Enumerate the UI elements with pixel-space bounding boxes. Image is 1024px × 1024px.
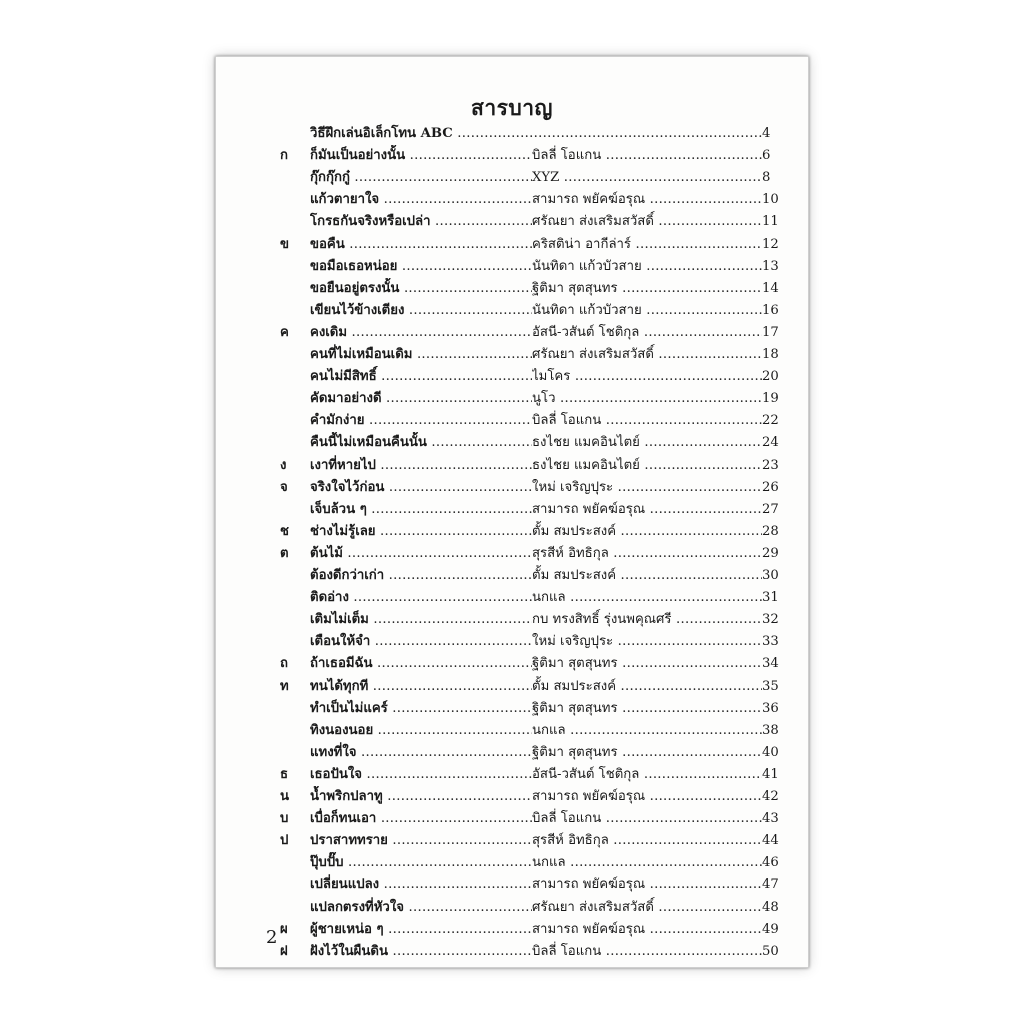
toc-artist: สามารถ พยัคฆ์อรุณ ..... — [532, 189, 762, 211]
toc-page-number: 6 — [762, 148, 771, 164]
toc-page-number: 4 — [762, 126, 771, 141]
toc-song-title: กุ๊กกุ๊กกู๋ ..... — [310, 167, 532, 189]
toc-row — [216, 587, 808, 609]
toc-song-title: เธอปันใจ ..... — [310, 764, 532, 786]
toc-page-number: 30 — [762, 568, 779, 583]
toc-row — [216, 322, 808, 344]
toc-artist: ธงไชย แมคอินไตย์ ..... — [532, 432, 762, 454]
page-number: 2 — [266, 927, 278, 948]
toc-artist: นันทิดา แก้วบัวสาย ..... — [532, 256, 762, 278]
toc-letter: น — [280, 789, 290, 804]
toc-page-number: 29 — [762, 545, 779, 561]
book-page — [215, 56, 809, 968]
toc-page-number: 16 — [762, 302, 779, 318]
toc-artist: อัสนี-วสันต์ โชติกุล ..... — [532, 322, 762, 344]
toc-artist: ไมโคร ..... — [532, 366, 762, 388]
toc-artist: ใหม่ เจริญปุระ ..... — [532, 631, 762, 653]
toc-artist: XYZ ..... — [532, 167, 762, 189]
toc-song-title: ขอมือเธอหน่อย ..... — [310, 256, 532, 278]
toc-song-title: เขียนไว้ข้างเตียง ..... — [310, 300, 532, 322]
toc-page-number: 24 — [762, 435, 779, 451]
toc-page-number: 32 — [762, 612, 779, 628]
toc-artist: บิลลี่ โอแกน ..... — [532, 941, 762, 963]
toc-song-title: ต้องดีกว่าเก่า ..... — [310, 565, 532, 587]
toc-artist: สามารถ พยัคฆ์อรุณ ..... — [532, 499, 762, 521]
toc-row — [216, 543, 808, 565]
toc-song-title: ต้นไม้ ..... — [310, 543, 532, 565]
toc-row — [216, 455, 808, 477]
toc-artist: บิลลี่ โอแกน ..... — [532, 410, 762, 432]
toc-row — [216, 830, 808, 852]
toc-letter: ถ — [280, 656, 288, 672]
toc-page-number: 42 — [762, 789, 779, 804]
toc-page-number: 49 — [762, 921, 779, 937]
toc-song-title: เปลี่ยนแปลง ..... — [310, 874, 532, 896]
toc-artist: สามารถ พยัคฆ์อรุณ ..... — [532, 919, 762, 941]
toc-artist: ใหม่ เจริญปุระ ..... — [532, 477, 762, 499]
toc-artist: ฐิติมา สุตสุนทร ..... — [532, 653, 762, 675]
toc-page-number: 38 — [762, 722, 779, 738]
toc-song-title: เบื่อก็ทนเอา ..... — [310, 808, 532, 830]
toc-letter: ข — [280, 236, 290, 252]
toc-song-title: ทิงนองนอย ..... — [310, 720, 532, 742]
toc-letter: ธ — [280, 766, 289, 782]
toc-letter: ง — [280, 457, 287, 473]
toc-artist: ศรัณยา ส่งเสริมสวัสดิ์ ..... — [532, 211, 762, 233]
toc-row — [216, 256, 808, 278]
toc-row — [216, 919, 808, 941]
toc-row — [216, 609, 808, 631]
toc-row — [216, 189, 808, 211]
toc-row — [216, 432, 808, 454]
toc-song-title: คนไม่มีสิทธิ์ ..... — [310, 366, 532, 388]
toc-artist: ศรัณยา ส่งเสริมสวัสดิ์ ..... — [532, 344, 762, 366]
toc-song-title: วิธีฝึกเล่นอิเล็กโทน ABC ..... — [310, 123, 762, 145]
toc-song-title: ปราสาททราย ..... — [310, 830, 532, 852]
toc-song-title: แทงที่ใจ ..... — [310, 742, 532, 764]
toc-song-title: แก้วตายาใจ ..... — [310, 189, 532, 211]
toc-song-title: เงาที่หายไป ..... — [310, 455, 532, 477]
toc-row — [216, 211, 808, 233]
toc-page-number: 12 — [762, 236, 779, 252]
toc-artist: สุรสีห์ อิทธิกุล ..... — [532, 543, 762, 565]
toc-page-number: 36 — [762, 700, 779, 716]
toc-row — [216, 676, 808, 698]
toc-song-title: ถ้าเธอมีฉัน ..... — [310, 653, 532, 675]
toc-artist: กบ ทรงสิทธิ์ รุ่งนพคุณศรี ..... — [532, 609, 762, 631]
toc-page-number: 33 — [762, 634, 779, 650]
toc-letter: ต — [280, 545, 289, 561]
toc-song-title: เติมไม่เต็ม ..... — [310, 609, 532, 631]
toc-page-number: 18 — [762, 347, 779, 362]
toc-page-number: 14 — [762, 280, 779, 296]
toc-row — [216, 145, 808, 167]
toc-page-number: 43 — [762, 811, 779, 827]
toc-artist: นันทิดา แก้วบัวสาย ..... — [532, 300, 762, 322]
toc-row — [216, 786, 808, 808]
toc-song-title: แปลกตรงที่หัวใจ ..... — [310, 897, 532, 919]
toc-row — [216, 941, 808, 963]
toc-row — [216, 477, 808, 499]
toc-artist: สามารถ พยัคฆ์อรุณ ..... — [532, 874, 762, 896]
toc-page-number: 20 — [762, 369, 779, 385]
toc-song-title: เตือนให้จำ ..... — [310, 631, 532, 653]
toc-song-title: คำมักง่าย ..... — [310, 410, 532, 432]
toc-song-title: จริงใจไว้ก่อน ..... — [310, 477, 532, 499]
toc-artist: สุรสีห์ อิทธิกุล ..... — [532, 830, 762, 852]
toc-row — [216, 653, 808, 675]
toc-page-number: 34 — [762, 656, 779, 672]
toc-page-number: 27 — [762, 501, 779, 517]
toc-page-number: 19 — [762, 391, 779, 407]
toc-row — [216, 410, 808, 432]
toc-artist: ตั้ม สมประสงค์ ..... — [532, 676, 762, 698]
toc-song-title: คนที่ไม่เหมือนเดิม ..... — [310, 344, 532, 366]
toc-song-title: ผู้ชายเหน่อ ๆ ..... — [310, 919, 532, 941]
toc-letter: ค — [280, 324, 289, 340]
toc-row — [216, 499, 808, 521]
toc-song-title: ฝังไว้ในผืนดิน ..... — [310, 941, 532, 963]
toc-letter: ป — [280, 833, 289, 849]
toc-song-title: ขอยืนอยู่ตรงนั้น ..... — [310, 278, 532, 300]
toc-song-title: คงเดิม ..... — [310, 322, 532, 344]
toc-page-number: 10 — [762, 192, 779, 208]
toc-row — [216, 278, 808, 300]
toc-artist: ตั้ม สมประสงค์ ..... — [532, 565, 762, 587]
toc-page-number: 8 — [762, 170, 771, 186]
toc-song-title: คืนนี้ไม่เหมือนคืนนั้น ..... — [310, 432, 532, 454]
toc-page-number: 26 — [762, 479, 779, 495]
toc-artist: บิลลี่ โอแกน ..... — [532, 808, 762, 830]
toc-letter: ช — [280, 523, 289, 539]
toc-row — [216, 344, 808, 366]
toc-row — [216, 300, 808, 322]
toc-artist: คริสติน่า อากีล่าร์ ..... — [532, 234, 762, 256]
toc-row — [216, 521, 808, 543]
toc-page-number: 35 — [762, 678, 779, 694]
toc-page-number: 13 — [762, 258, 779, 274]
toc-row — [216, 167, 808, 189]
toc-artist: นกแล ..... — [532, 720, 762, 742]
toc-page-number: 41 — [762, 766, 779, 782]
toc-letter: ท — [280, 678, 289, 694]
toc-row — [216, 366, 808, 388]
toc-row — [216, 698, 808, 720]
toc-song-title: ติดอ่าง ..... — [310, 587, 532, 609]
toc-page-number: 22 — [762, 413, 779, 429]
toc-letter: ก — [280, 148, 288, 164]
toc-row — [216, 565, 808, 587]
toc-artist: นกแล ..... — [532, 852, 762, 874]
toc-row — [216, 874, 808, 896]
toc-page-number: 17 — [762, 324, 779, 340]
toc-song-title: ทนได้ทุกที ..... — [310, 676, 532, 698]
toc-row — [216, 388, 808, 410]
toc-song-title: ก็มันเป็นอย่างนั้น ..... — [310, 145, 532, 167]
toc-row — [216, 852, 808, 874]
toc-row — [216, 742, 808, 764]
toc-page-number: 46 — [762, 855, 779, 871]
toc-song-title: น้ำพริกปลาทู ..... — [310, 786, 532, 808]
toc-row — [216, 234, 808, 256]
toc-page-number: 11 — [762, 214, 779, 230]
toc-row — [216, 123, 808, 145]
toc-artist: ฐิติมา สุตสุนทร ..... — [532, 278, 762, 300]
toc-artist: ตั้ม สมประสงค์ ..... — [532, 521, 762, 543]
page-title: สารบาญ — [471, 95, 553, 120]
toc-song-title: เจ็บล้วน ๆ ..... — [310, 499, 532, 521]
toc-artist: ฐิติมา สุตสุนทร ..... — [532, 742, 762, 764]
toc-song-title: โกรธกันจริงหรือเปล่า ..... — [310, 211, 532, 233]
toc-artist: นกแล ..... — [532, 587, 762, 609]
toc-page-number: 31 — [762, 590, 779, 606]
toc-page-number: 40 — [762, 744, 779, 760]
toc-letter: ผ — [280, 921, 288, 937]
toc-artist: อัสนี-วสันต์ โชติกุล ..... — [532, 764, 762, 786]
toc-song-title: ทำเป็นไม่แคร์ ..... — [310, 698, 532, 720]
toc-letter: ฝ — [280, 943, 288, 959]
toc-letter: จ — [280, 479, 288, 495]
toc-song-title: คัดมาอย่างดี ..... — [310, 388, 532, 410]
toc-page-number: 48 — [762, 899, 779, 915]
toc-artist: สามารถ พยัคฆ์อรุณ ..... — [532, 786, 762, 808]
toc-row — [216, 720, 808, 742]
toc-artist: ฐิติมา สุตสุนทร ..... — [532, 698, 762, 720]
toc-page-number: 28 — [762, 523, 779, 539]
toc-song-title: ช่างไม่รู้เลย ..... — [310, 521, 532, 543]
toc-artist: บิลลี่ โอแกน ..... — [532, 145, 762, 167]
toc-row — [216, 808, 808, 830]
toc-letter: บ — [280, 811, 289, 827]
toc-row — [216, 764, 808, 786]
toc-row — [216, 897, 808, 919]
toc-page-number: 23 — [762, 457, 779, 473]
toc-artist: นูโว ..... — [532, 388, 762, 410]
toc-artist: ศรัณยา ส่งเสริมสวัสดิ์ ..... — [532, 897, 762, 919]
toc-page-number: 44 — [762, 833, 779, 849]
toc-song-title: ขอคืน ..... — [310, 234, 532, 256]
toc-page-number: 47 — [762, 877, 779, 893]
toc-song-title: ปุ๊บปั๊บ ..... — [310, 852, 532, 874]
toc-page-number: 50 — [762, 943, 779, 959]
toc-artist: ธงไชย แมคอินไตย์ ..... — [532, 455, 762, 477]
toc-row — [216, 631, 808, 653]
